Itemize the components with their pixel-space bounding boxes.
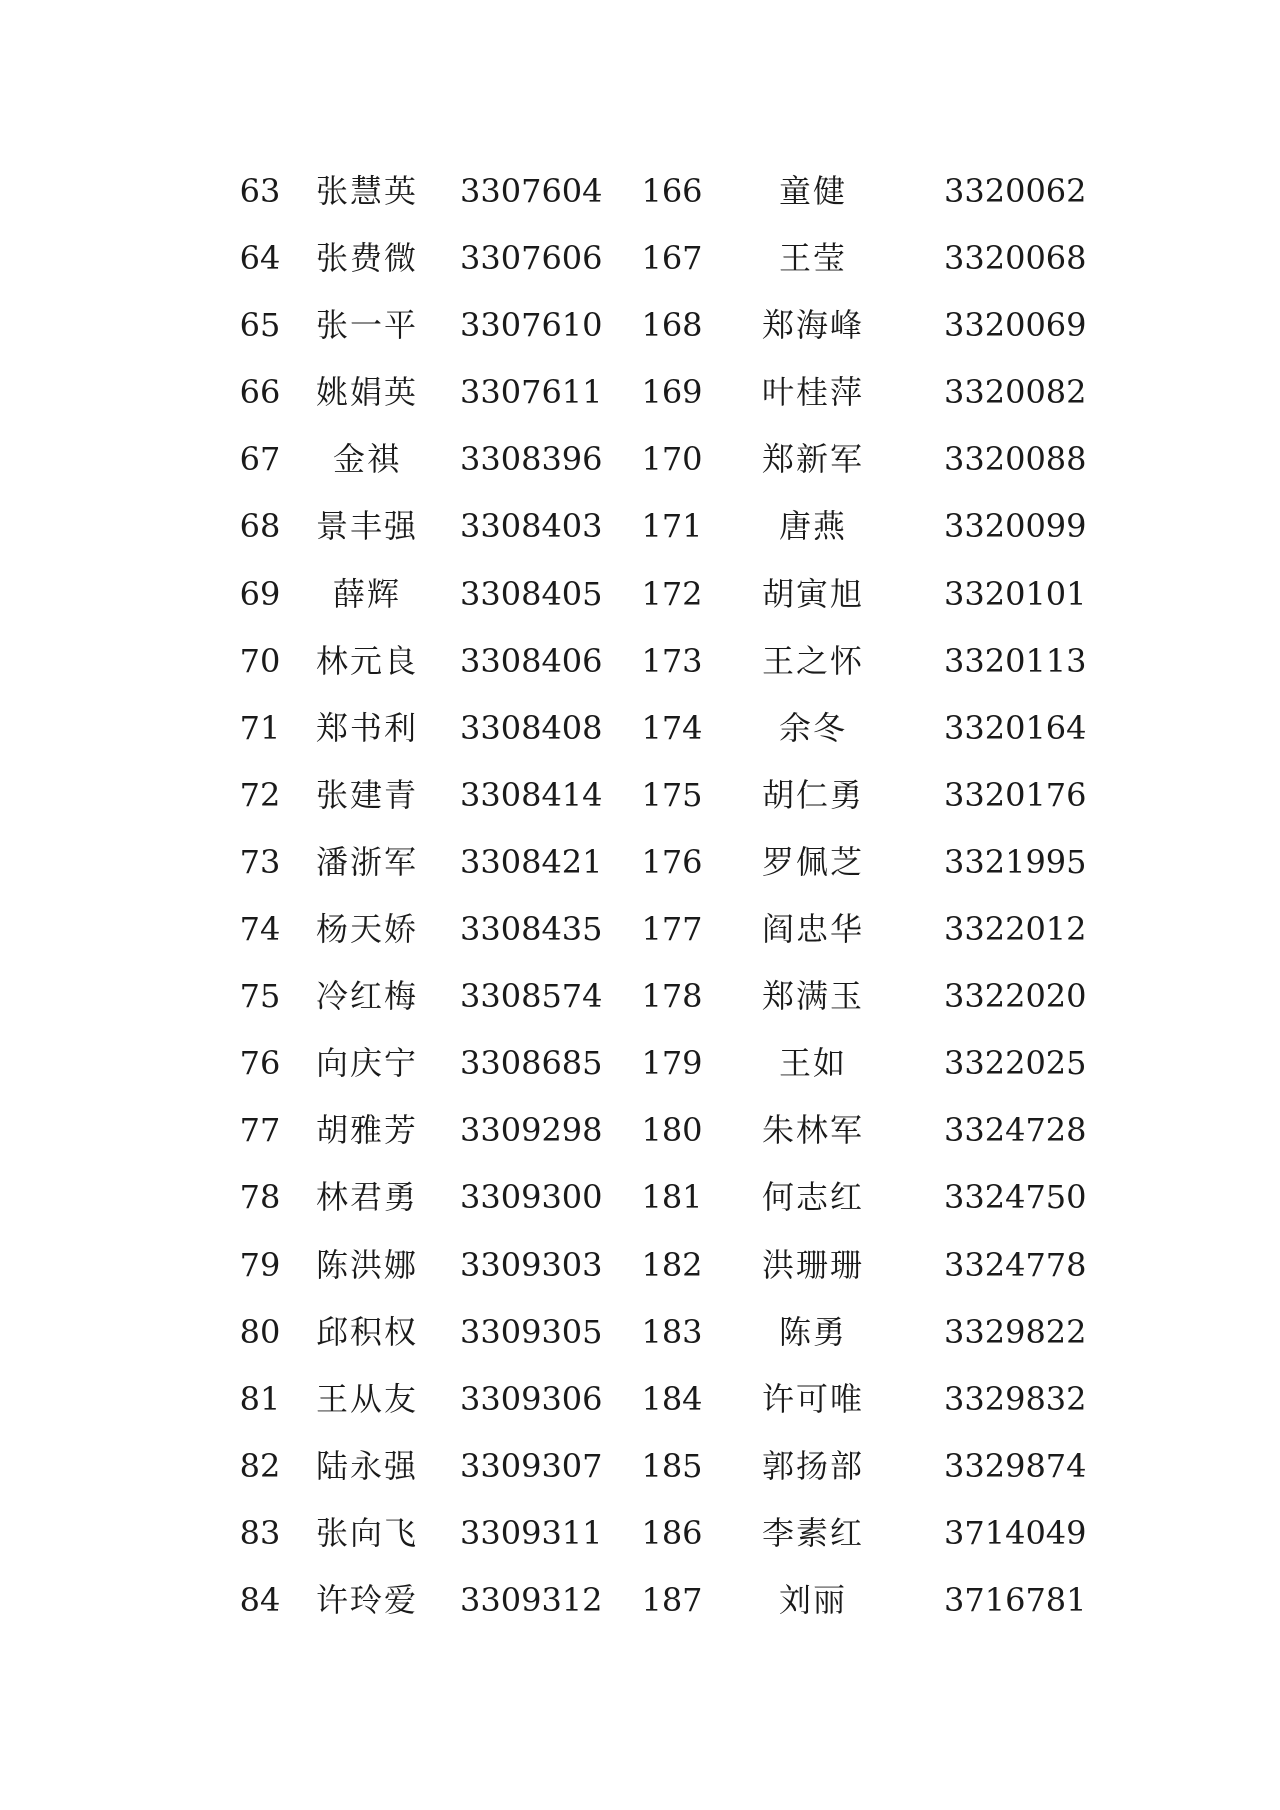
entry-id-left: 3308574: [460, 977, 603, 1016]
entry-name-left: 张慧英: [315, 172, 418, 210]
entry-name-right: 王之怀: [761, 641, 864, 680]
entry-name-right: 朱林军: [761, 1111, 864, 1150]
entry-id-left: 3309312: [460, 1580, 603, 1619]
entry-id-right: 3329832: [944, 1379, 1087, 1418]
entry-id-right: 3320099: [944, 507, 1087, 546]
entry-number-left: 78: [239, 1178, 281, 1217]
entry-name-left: 向庆宁: [315, 1044, 418, 1083]
entry-number-left: 79: [239, 1245, 281, 1284]
entry-name-left: 张建青: [315, 775, 418, 814]
entry-number-left: 69: [239, 574, 281, 613]
entry-name-left: 陆永强: [315, 1446, 418, 1485]
entry-number-right: 169: [641, 373, 703, 412]
entry-number-left: 67: [239, 440, 281, 479]
list-item: [200, 1232, 1100, 1299]
list-item: [200, 1299, 1100, 1366]
entry-name-right: 许可唯: [761, 1379, 864, 1418]
entry-id-left: 3309311: [460, 1513, 603, 1552]
entry-number-left: 74: [239, 910, 281, 949]
entry-number-right: 176: [641, 842, 703, 881]
entry-id-left: 3308405: [460, 574, 603, 613]
entry-number-left: 71: [239, 708, 281, 747]
list-item: [200, 561, 1100, 628]
list-item: [200, 1164, 1100, 1231]
entry-number-right: 182: [641, 1245, 703, 1284]
entry-name-left: 许玲爱: [315, 1580, 418, 1619]
list-item: [200, 695, 1100, 762]
entry-id-right: 3320062: [944, 172, 1087, 210]
entry-id-left: 3308396: [460, 440, 603, 479]
entry-id-left: 3309298: [460, 1111, 603, 1150]
entry-number-right: 168: [641, 306, 703, 345]
entry-name-right: 胡仁勇: [761, 775, 864, 814]
list-item: [200, 1567, 1100, 1634]
entry-name-right: 王莹: [778, 239, 847, 278]
entry-number-left: 80: [239, 1312, 281, 1351]
entry-number-right: 172: [641, 574, 703, 613]
entry-number-right: 171: [641, 507, 703, 546]
roster-list: [200, 158, 1100, 1634]
entry-number-right: 180: [641, 1111, 703, 1150]
entry-number-left: 84: [239, 1580, 281, 1619]
list-item: [200, 158, 1100, 225]
entry-id-left: 3309307: [460, 1446, 603, 1485]
entry-name-right: 郭扬部: [761, 1446, 864, 1485]
entry-name-left: 潘浙军: [315, 842, 418, 881]
entry-name-right: 刘丽: [778, 1580, 847, 1619]
list-item: [200, 426, 1100, 493]
entry-name-right: 郑海峰: [761, 306, 864, 345]
entry-name-right: 胡寅旭: [761, 574, 864, 613]
entry-name-left: 郑书利: [315, 708, 418, 747]
entry-number-right: 173: [641, 641, 703, 680]
entry-id-left: 3308403: [460, 507, 603, 546]
entry-id-left: 3307611: [460, 373, 603, 412]
entry-id-right: 3322025: [944, 1044, 1087, 1083]
entry-name-right: 罗佩芝: [761, 842, 864, 881]
entry-name-right: 王如: [778, 1044, 847, 1083]
entry-number-right: 179: [641, 1044, 703, 1083]
list-item: [200, 1366, 1100, 1433]
entry-number-left: 82: [239, 1446, 281, 1485]
entry-number-left: 76: [239, 1044, 281, 1083]
entry-number-left: 64: [239, 239, 281, 278]
entry-number-left: 65: [239, 306, 281, 345]
entry-id-right: 3320088: [944, 440, 1087, 479]
entry-id-right: 3329874: [944, 1446, 1087, 1485]
entry-id-left: 3307610: [460, 306, 603, 345]
entry-number-left: 81: [239, 1379, 281, 1418]
entry-name-left: 张费微: [315, 239, 418, 278]
entry-id-left: 3309306: [460, 1379, 603, 1418]
entry-number-left: 68: [239, 507, 281, 546]
entry-number-left: 77: [239, 1111, 281, 1150]
entry-name-left: 陈洪娜: [315, 1245, 418, 1284]
list-item: [200, 829, 1100, 896]
entry-id-left: 3308421: [460, 842, 603, 881]
entry-name-left: 杨天娇: [315, 910, 418, 949]
entry-number-right: 181: [641, 1178, 703, 1217]
entry-number-left: 66: [239, 373, 281, 412]
entry-id-right: 3320113: [944, 641, 1087, 680]
entry-number-left: 83: [239, 1513, 281, 1552]
entry-name-left: 金祺: [332, 440, 401, 479]
entry-number-left: 63: [239, 172, 281, 210]
entry-name-right: 余冬: [778, 708, 847, 747]
entry-name-left: 胡雅芳: [315, 1111, 418, 1150]
entry-id-right: 3320101: [944, 574, 1087, 613]
entry-number-right: 186: [641, 1513, 703, 1552]
list-item: [200, 1433, 1100, 1500]
entry-id-right: 3324778: [944, 1245, 1087, 1284]
entry-name-right: 唐燕: [778, 507, 847, 546]
list-item: [200, 1097, 1100, 1164]
entry-id-right: 3320068: [944, 239, 1087, 278]
list-item: [200, 963, 1100, 1030]
list-item: [200, 896, 1100, 963]
list-item: [200, 225, 1100, 292]
entry-name-left: 薛辉: [332, 574, 401, 613]
entry-id-right: 3322020: [944, 977, 1087, 1016]
entry-name-left: 林君勇: [315, 1178, 418, 1217]
entry-id-left: 3308435: [460, 910, 603, 949]
entry-id-right: 3320176: [944, 775, 1087, 814]
list-item: [200, 359, 1100, 426]
entry-id-right: 3320164: [944, 708, 1087, 747]
entry-number-right: 174: [641, 708, 703, 747]
entry-number-left: 70: [239, 641, 281, 680]
entry-number-right: 166: [641, 172, 703, 210]
entry-name-right: 洪珊珊: [761, 1245, 864, 1284]
entry-id-left: 3308408: [460, 708, 603, 747]
entry-name-right: 阎忠华: [761, 910, 864, 949]
entry-id-right: 3324750: [944, 1178, 1087, 1217]
entry-name-right: 郑满玉: [761, 977, 864, 1016]
entry-number-right: 177: [641, 910, 703, 949]
list-item: [200, 493, 1100, 560]
entry-id-left: 3308406: [460, 641, 603, 680]
list-item: [200, 628, 1100, 695]
entry-id-right: 3714049: [944, 1513, 1087, 1552]
entry-number-right: 183: [641, 1312, 703, 1351]
entry-name-left: 邱积权: [315, 1312, 418, 1351]
entry-name-right: 陈勇: [778, 1312, 847, 1351]
entry-number-left: 73: [239, 842, 281, 881]
entry-number-right: 178: [641, 977, 703, 1016]
entry-name-left: 林元良: [315, 641, 418, 680]
entry-name-right: 何志红: [761, 1178, 864, 1217]
entry-name-left: 王从友: [315, 1379, 418, 1418]
entry-name-right: 叶桂萍: [761, 373, 864, 412]
entry-number-right: 184: [641, 1379, 703, 1418]
entry-number-left: 72: [239, 775, 281, 814]
entry-name-left: 张向飞: [315, 1513, 418, 1552]
entry-name-left: 张一平: [315, 306, 418, 345]
entry-id-left: 3309303: [460, 1245, 603, 1284]
entry-name-left: 景丰强: [315, 507, 418, 546]
entry-id-right: 3321995: [944, 842, 1087, 881]
list-item: [200, 762, 1100, 829]
entry-id-right: 3320069: [944, 306, 1087, 345]
entry-id-right: 3329822: [944, 1312, 1087, 1351]
entry-id-right: 3716781: [944, 1580, 1087, 1619]
list-item: [200, 1500, 1100, 1567]
entry-id-left: 3309305: [460, 1312, 603, 1351]
entry-id-left: 3307606: [460, 239, 603, 278]
entry-id-right: 3320082: [944, 373, 1087, 412]
entry-number-right: 170: [641, 440, 703, 479]
entry-name-left: 冷红梅: [315, 977, 418, 1016]
entry-name-left: 姚娟英: [315, 373, 418, 412]
entry-number-right: 185: [641, 1446, 703, 1485]
entry-name-right: 李素红: [761, 1513, 864, 1552]
list-item: [200, 1030, 1100, 1097]
entry-id-left: 3308685: [460, 1044, 603, 1083]
entry-name-right: 童健: [778, 172, 847, 210]
entry-id-right: 3324728: [944, 1111, 1087, 1150]
entry-number-left: 75: [239, 977, 281, 1016]
entry-id-left: 3309300: [460, 1178, 603, 1217]
entry-id-right: 3322012: [944, 910, 1087, 949]
entry-name-right: 郑新军: [761, 440, 864, 479]
entry-number-right: 187: [641, 1580, 703, 1619]
entry-number-right: 175: [641, 775, 703, 814]
entry-id-left: 3308414: [460, 775, 603, 814]
entry-number-right: 167: [641, 239, 703, 278]
entry-id-left: 3307604: [460, 172, 603, 210]
list-item: [200, 292, 1100, 359]
